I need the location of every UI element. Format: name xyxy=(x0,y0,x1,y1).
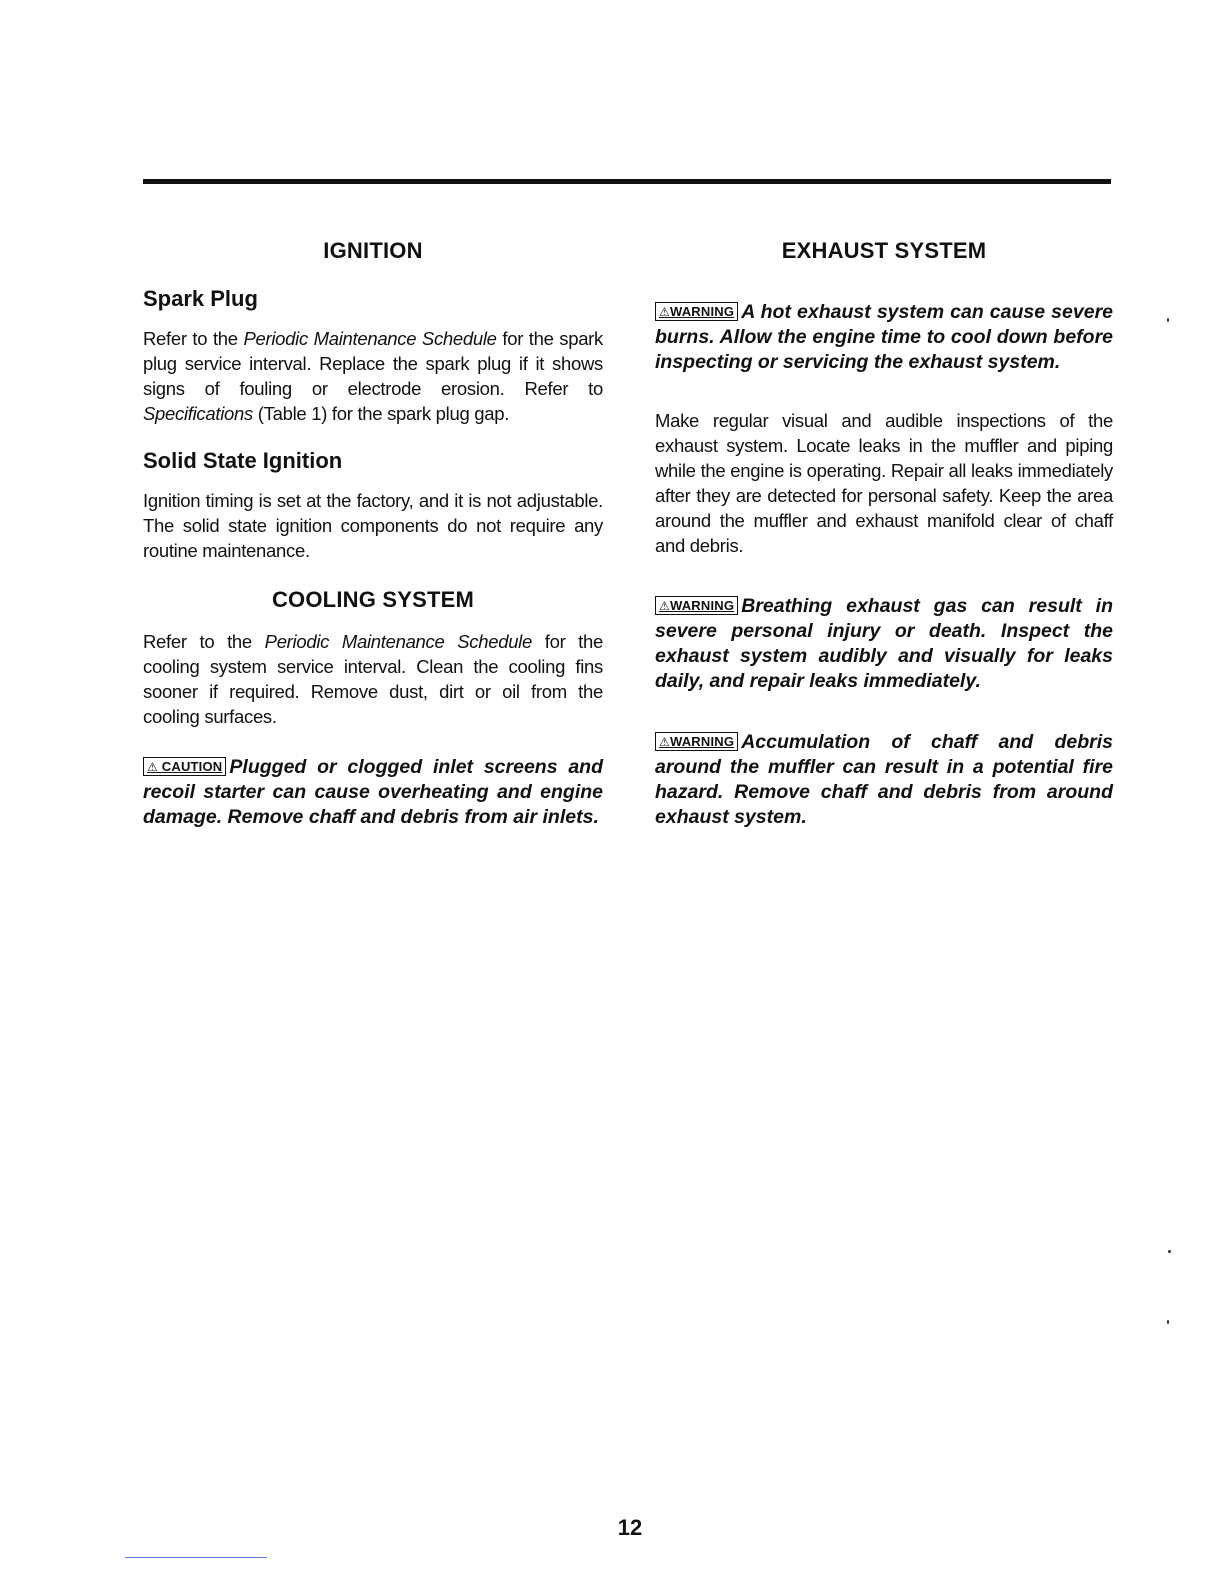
page-number: 12 xyxy=(617,1515,643,1540)
scan-speck xyxy=(1167,1320,1169,1324)
warning-triangle-icon: ⚠ xyxy=(147,760,158,774)
exhaust-heading: EXHAUST SYSTEM xyxy=(781,238,987,263)
caution-badge: ⚠ CAUTION xyxy=(143,757,226,776)
scan-speck xyxy=(1168,1250,1171,1253)
solid-state-heading: Solid State Ignition xyxy=(143,448,343,473)
ignition-heading: IGNITION xyxy=(323,238,423,263)
warning-badge: ⚠WARNING xyxy=(655,732,738,751)
spark-plug-heading: Spark Plug xyxy=(143,286,258,311)
warning-notice-3: ⚠WARNING Accumulation of chaff and debris around the muffler can result in a potential fire hazard. Remove chaff and debris from around exhaust system. xyxy=(655,731,1113,828)
warning-notice-2: ⚠WARNING Breathing exhaust gas can result in severe personal injury or death. Inspect the exhaust system audibly and visually for leaks daily, and repair leaks immediately. xyxy=(655,595,1113,692)
solid-state-text: Ignition timing is set at the factory, and it is not adjustable. The solid state ignition components do not require any routine maintenance. xyxy=(143,490,603,561)
cooling-text: Refer to the Periodic Maintenance Schedule for the cooling system service interval. Clean the cooling fins sooner if required. Remove dust, dirt or oil from the cooling surfaces. xyxy=(143,631,604,727)
right-column xyxy=(655,232,1113,830)
warning-badge: ⚠WARNING xyxy=(655,596,738,615)
scan-speck xyxy=(1167,318,1169,322)
exhaust-body-text: Make regular visual and audible inspections of the exhaust system. Locate leaks in the muffler and piping while the engine is operating. Repair all leaks immediately after they are detected for personal safety. Keep the area around the muffler and exhaust manifold clear of chaff and debris. xyxy=(655,410,1113,556)
cooling-heading: COOLING SYSTEM xyxy=(271,587,475,612)
caution-notice: ⚠ CAUTION Plugged or clogged inlet screens and recoil starter can cause overheating and engine damage. Remove chaff and debris from air inlets. xyxy=(143,756,603,828)
warning-notice-1: ⚠WARNING A hot exhaust system can cause severe burns. Allow the engine time to cool down before inspecting or servicing the exhaust system. xyxy=(655,301,1113,373)
warning-triangle-icon: ⚠ xyxy=(659,305,670,319)
warning-triangle-icon: ⚠ xyxy=(659,735,670,749)
top-rule xyxy=(143,179,1111,184)
left-column xyxy=(143,232,603,830)
warning-triangle-icon: ⚠ xyxy=(659,599,670,613)
spark-plug-text: Refer to the Periodic Maintenance Schedule for the spark plug service interval. Replace the spark plug if it shows signs of fouling or electrode erosion. Refer to Specifications (Table 1) for the spark plug gap. xyxy=(143,328,603,424)
warning-badge: ⚠WARNING xyxy=(655,302,738,321)
footer-line xyxy=(125,1557,267,1558)
